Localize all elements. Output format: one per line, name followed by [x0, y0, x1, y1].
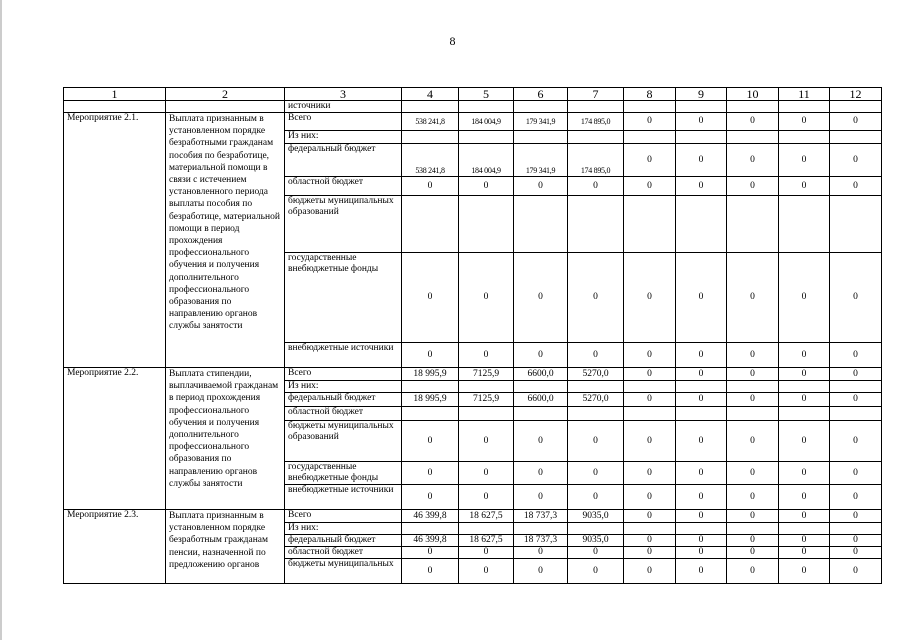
value-cell: 0: [830, 547, 882, 559]
value-cell: [676, 196, 727, 253]
value-cell: 0: [779, 559, 830, 584]
value-cell: 0: [676, 113, 727, 131]
value-cell: [514, 196, 568, 253]
value-cell: 0: [624, 559, 676, 584]
funding-source: областной бюджет: [285, 177, 402, 196]
value-cell: [779, 523, 830, 535]
value-cell: [402, 407, 459, 421]
value-cell: 0: [727, 113, 779, 131]
value-cell: 0: [624, 485, 676, 510]
value-cell: [402, 381, 459, 393]
value-cell: 174 895,0: [568, 144, 624, 177]
measure-description: Выплата признанным в установленном порядке безработным гражданам пенсии, назначенной по предложению органов: [166, 510, 285, 584]
value-cell: 0: [624, 462, 676, 485]
funding-source: внебюджетные источники: [285, 485, 402, 510]
funding-source: Всего: [285, 113, 402, 131]
value-cell: 0: [624, 253, 676, 343]
value-cell: [830, 407, 882, 421]
value-cell: [459, 196, 514, 253]
funding-source: бюджеты муниципальных: [285, 559, 402, 584]
value-cell: 46 399,8: [402, 510, 459, 523]
funding-source: бюджеты муниципальных образований: [285, 196, 402, 253]
value-cell: 0: [830, 393, 882, 407]
page-number: 8: [449, 34, 456, 48]
value-cell: [568, 381, 624, 393]
value-cell: 46 399,8: [402, 535, 459, 547]
value-cell: 0: [402, 462, 459, 485]
column-header: 3: [285, 88, 402, 101]
column-header: 12: [830, 88, 882, 101]
column-header: 1: [64, 88, 166, 101]
value-cell: 0: [514, 559, 568, 584]
value-cell: [514, 131, 568, 144]
value-cell: 0: [830, 510, 882, 523]
value-cell: [727, 407, 779, 421]
funding-source: федеральный бюджет: [285, 393, 402, 407]
value-cell: 0: [676, 393, 727, 407]
value-cell: 0: [727, 547, 779, 559]
value-cell: 0: [624, 547, 676, 559]
value-cell: 0: [727, 177, 779, 196]
value-cell: 0: [568, 559, 624, 584]
funding-source: государственные внебюджетные фонды: [285, 253, 402, 343]
funding-source: внебюджетные источники: [285, 343, 402, 368]
value-cell: 184 004,9: [459, 113, 514, 131]
value-cell: 0: [779, 462, 830, 485]
value-cell: 0: [402, 253, 459, 343]
value-cell: 9035,0: [568, 535, 624, 547]
value-cell: [514, 381, 568, 393]
value-cell: 0: [514, 253, 568, 343]
column-header: 5: [459, 88, 514, 101]
value-cell: 184 004,9: [459, 144, 514, 177]
value-cell: 0: [459, 462, 514, 485]
value-cell: [568, 131, 624, 144]
value-cell: 0: [830, 559, 882, 584]
empty-cell: [459, 101, 514, 113]
value-cell: 0: [830, 535, 882, 547]
value-cell: [779, 196, 830, 253]
value-cell: 5270,0: [568, 393, 624, 407]
empty-cell: [166, 101, 285, 113]
value-cell: 0: [624, 177, 676, 196]
column-header: 4: [402, 88, 459, 101]
value-cell: 0: [779, 177, 830, 196]
value-cell: 0: [514, 421, 568, 462]
value-cell: 0: [830, 253, 882, 343]
value-cell: 0: [779, 535, 830, 547]
value-cell: 0: [727, 510, 779, 523]
value-cell: 174 895,0: [568, 113, 624, 131]
table-row: [64, 113, 882, 131]
value-cell: 0: [727, 343, 779, 368]
value-cell: 0: [402, 559, 459, 584]
value-cell: 0: [676, 421, 727, 462]
funding-source: Из них:: [285, 523, 402, 535]
value-cell: [830, 381, 882, 393]
value-cell: 0: [779, 510, 830, 523]
value-cell: 0: [676, 253, 727, 343]
value-cell: [514, 523, 568, 535]
value-cell: [402, 196, 459, 253]
funding-source: Из них:: [285, 131, 402, 144]
value-cell: 0: [568, 177, 624, 196]
value-cell: 0: [459, 547, 514, 559]
empty-cell: [727, 101, 779, 113]
value-cell: [676, 381, 727, 393]
column-header: 2: [166, 88, 285, 101]
value-cell: 0: [624, 113, 676, 131]
value-cell: 0: [624, 393, 676, 407]
value-cell: 0: [459, 343, 514, 368]
column-header: 6: [514, 88, 568, 101]
empty-cell: [402, 101, 459, 113]
value-cell: 0: [402, 177, 459, 196]
value-cell: 5270,0: [568, 368, 624, 381]
value-cell: 0: [676, 343, 727, 368]
funding-source: Из них:: [285, 381, 402, 393]
value-cell: 538 241,8: [402, 144, 459, 177]
value-cell: 0: [514, 343, 568, 368]
funding-source: Всего: [285, 510, 402, 523]
value-cell: 0: [624, 421, 676, 462]
value-cell: [676, 523, 727, 535]
value-cell: 0: [624, 368, 676, 381]
value-cell: 0: [676, 510, 727, 523]
value-cell: 0: [779, 144, 830, 177]
scan-edge-line: [0, 0, 2, 640]
value-cell: 538 241,8: [402, 113, 459, 131]
value-cell: 0: [676, 535, 727, 547]
value-cell: 0: [779, 485, 830, 510]
value-cell: 0: [514, 485, 568, 510]
measure-name: Мероприятие 2.3.: [64, 510, 166, 584]
value-cell: 0: [727, 368, 779, 381]
value-cell: 0: [830, 462, 882, 485]
value-cell: 18 627,5: [459, 535, 514, 547]
value-cell: 0: [676, 559, 727, 584]
value-cell: 179 341,9: [514, 113, 568, 131]
value-cell: 0: [727, 421, 779, 462]
value-cell: 0: [568, 485, 624, 510]
value-cell: [676, 131, 727, 144]
funding-source: федеральный бюджет: [285, 535, 402, 547]
value-cell: 7125,9: [459, 393, 514, 407]
value-cell: 0: [568, 462, 624, 485]
table-body: [64, 88, 882, 584]
source-cell: источники: [285, 101, 402, 113]
value-cell: 0: [830, 368, 882, 381]
column-header: 10: [727, 88, 779, 101]
value-cell: [568, 196, 624, 253]
value-cell: 0: [727, 559, 779, 584]
value-cell: 9035,0: [568, 510, 624, 523]
value-cell: 0: [779, 421, 830, 462]
value-cell: 0: [402, 485, 459, 510]
value-cell: 0: [676, 485, 727, 510]
value-cell: 0: [568, 547, 624, 559]
value-cell: [459, 131, 514, 144]
value-cell: 0: [830, 177, 882, 196]
value-cell: 18 627,5: [459, 510, 514, 523]
value-cell: [676, 407, 727, 421]
value-cell: [830, 523, 882, 535]
value-cell: [727, 523, 779, 535]
value-cell: 0: [676, 177, 727, 196]
value-cell: 6600,0: [514, 393, 568, 407]
value-cell: 0: [830, 485, 882, 510]
value-cell: 0: [779, 343, 830, 368]
value-cell: 0: [624, 343, 676, 368]
value-cell: 0: [727, 485, 779, 510]
value-cell: [830, 131, 882, 144]
empty-cell: [64, 101, 166, 113]
column-header: 9: [676, 88, 727, 101]
value-cell: [727, 131, 779, 144]
value-cell: 0: [779, 547, 830, 559]
value-cell: [568, 523, 624, 535]
value-cell: [779, 131, 830, 144]
value-cell: 0: [676, 547, 727, 559]
value-cell: 0: [568, 253, 624, 343]
value-cell: [830, 196, 882, 253]
value-cell: 0: [727, 144, 779, 177]
funding-source: государственные внебюджетные фонды: [285, 462, 402, 485]
value-cell: 0: [459, 253, 514, 343]
value-cell: 0: [624, 144, 676, 177]
value-cell: 6600,0: [514, 368, 568, 381]
value-cell: 0: [830, 421, 882, 462]
value-cell: 0: [676, 144, 727, 177]
funding-source: областной бюджет: [285, 547, 402, 559]
column-header: 7: [568, 88, 624, 101]
value-cell: 0: [779, 368, 830, 381]
value-cell: 0: [830, 113, 882, 131]
value-cell: [779, 407, 830, 421]
value-cell: 0: [624, 510, 676, 523]
value-cell: 0: [402, 547, 459, 559]
value-cell: [624, 407, 676, 421]
measure-description: Выплата признанным в установленном порядке безработными гражданам пособия по безработице, материальной помощи в связи с истечением установленного периода выплаты пособия по безработице, материальной помощи в период прохождения профессионального обучения и получения дополнительного профессионального образования по направлению органов службы занятости: [166, 113, 285, 368]
value-cell: 0: [568, 421, 624, 462]
value-cell: 0: [727, 535, 779, 547]
value-cell: 0: [402, 343, 459, 368]
value-cell: [459, 523, 514, 535]
value-cell: 0: [727, 253, 779, 343]
measure-name: Мероприятие 2.2.: [64, 368, 166, 510]
value-cell: 0: [779, 113, 830, 131]
value-cell: 0: [514, 462, 568, 485]
value-cell: 0: [676, 368, 727, 381]
empty-cell: [514, 101, 568, 113]
value-cell: 0: [830, 343, 882, 368]
table-row: [64, 368, 882, 381]
value-cell: 0: [779, 253, 830, 343]
empty-cell: [676, 101, 727, 113]
table-row: [64, 510, 882, 523]
column-header: 11: [779, 88, 830, 101]
value-cell: [514, 407, 568, 421]
funding-source: федеральный бюджет: [285, 144, 402, 177]
value-cell: 18 995,9: [402, 368, 459, 381]
value-cell: 179 341,9: [514, 144, 568, 177]
measure-description: Выплата стипендии, выплачиваемой гражданам в период прохождения профессионального обучения и получения дополнительного профессионального образования по направлению органов службы занятости: [166, 368, 285, 510]
table-header-row: [64, 88, 882, 101]
value-cell: 0: [459, 421, 514, 462]
empty-cell: [568, 101, 624, 113]
value-cell: [727, 196, 779, 253]
value-cell: [459, 381, 514, 393]
value-cell: [459, 407, 514, 421]
value-cell: 0: [459, 559, 514, 584]
value-cell: 0: [459, 177, 514, 196]
value-cell: [624, 196, 676, 253]
value-cell: 0: [459, 485, 514, 510]
value-cell: [624, 131, 676, 144]
value-cell: [402, 131, 459, 144]
value-cell: [779, 381, 830, 393]
funding-source: Всего: [285, 368, 402, 381]
funding-source: бюджеты муниципальных образований: [285, 421, 402, 462]
value-cell: 0: [624, 535, 676, 547]
value-cell: 0: [727, 393, 779, 407]
value-cell: 0: [514, 177, 568, 196]
measure-name: Мероприятие 2.1.: [64, 113, 166, 368]
value-cell: 0: [514, 547, 568, 559]
budget-table: [63, 87, 882, 584]
column-header: 8: [624, 88, 676, 101]
value-cell: [727, 381, 779, 393]
value-cell: 0: [402, 421, 459, 462]
value-cell: 18 737,3: [514, 535, 568, 547]
value-cell: 0: [830, 144, 882, 177]
continuation-row: [64, 101, 882, 113]
value-cell: [402, 523, 459, 535]
empty-cell: [830, 101, 882, 113]
value-cell: [624, 523, 676, 535]
value-cell: 0: [779, 393, 830, 407]
value-cell: [568, 407, 624, 421]
value-cell: 18 995,9: [402, 393, 459, 407]
funding-source: областной бюджет: [285, 407, 402, 421]
value-cell: 7125,9: [459, 368, 514, 381]
value-cell: 18 737,3: [514, 510, 568, 523]
empty-cell: [779, 101, 830, 113]
value-cell: [624, 381, 676, 393]
value-cell: 0: [727, 462, 779, 485]
empty-cell: [624, 101, 676, 113]
value-cell: 0: [568, 343, 624, 368]
value-cell: 0: [676, 462, 727, 485]
